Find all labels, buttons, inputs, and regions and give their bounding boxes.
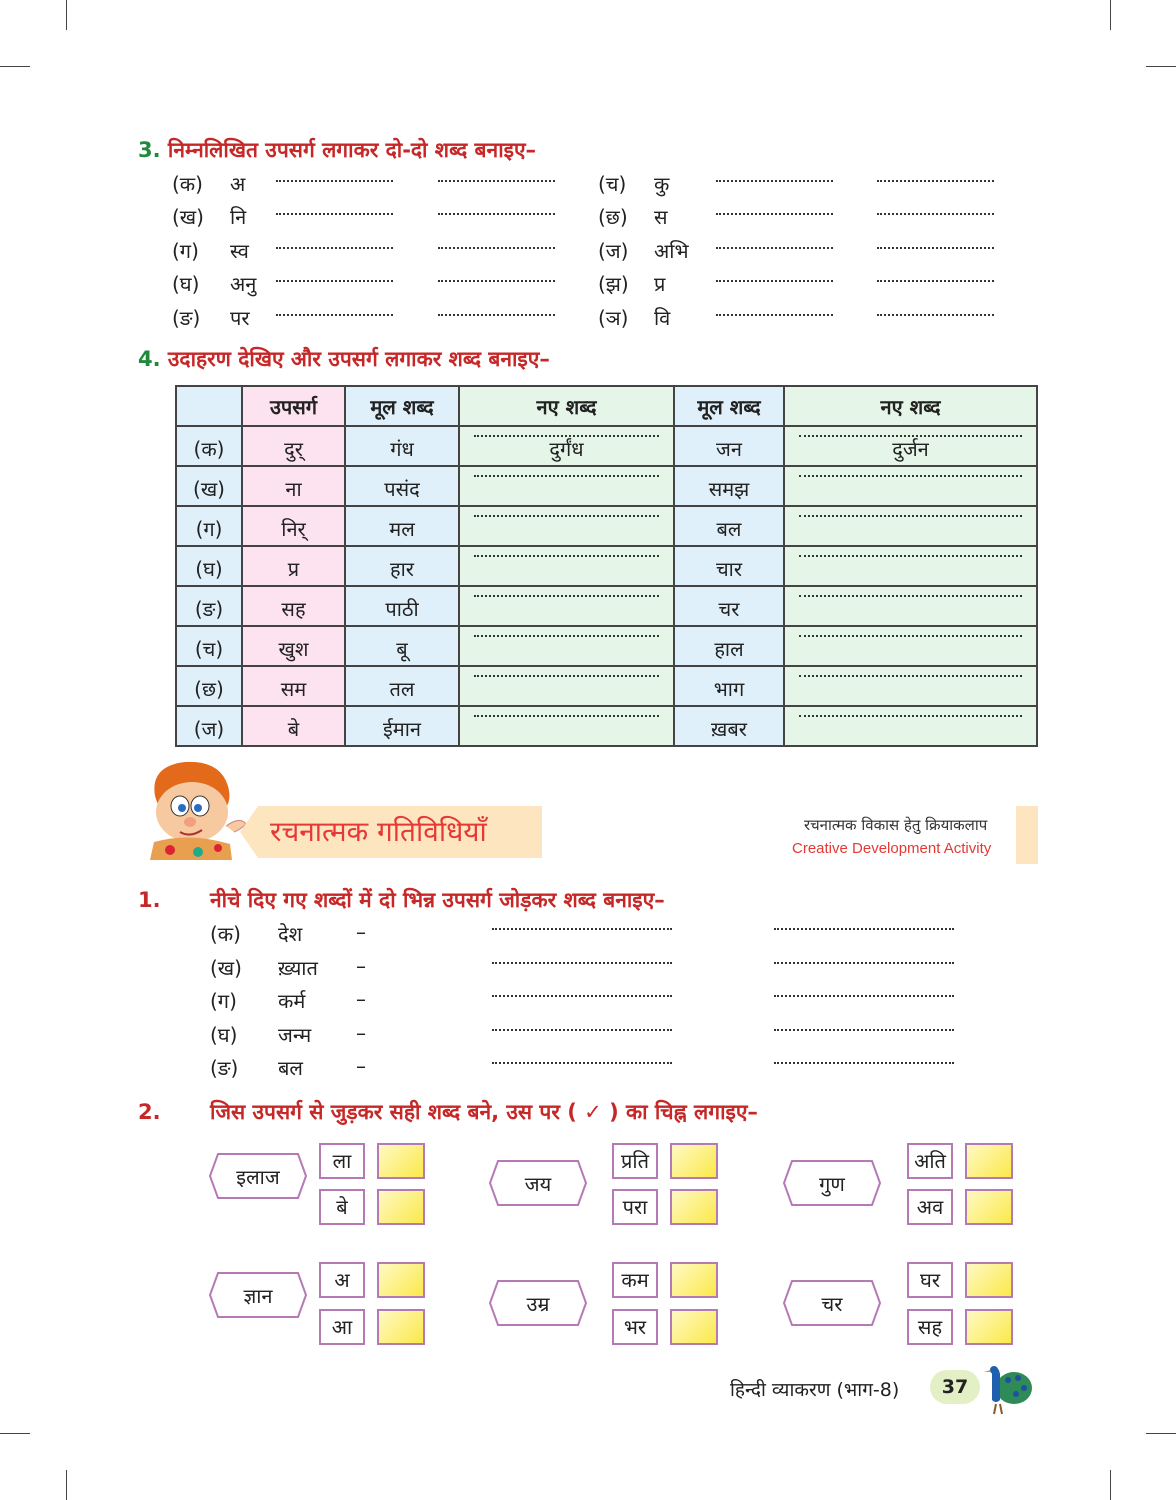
answer-blank[interactable]	[438, 280, 555, 282]
q3-item-prefix: कु	[654, 172, 670, 196]
header-new-2: नए शब्द	[784, 386, 1037, 426]
row-root-1-text: तल	[389, 676, 415, 701]
tick-box[interactable]	[670, 1309, 718, 1345]
q3-item-prefix: स्व	[230, 239, 249, 263]
answer-blank[interactable]	[877, 280, 994, 282]
row-new-word-1[interactable]	[459, 586, 674, 626]
row-root-1-text: पाठी	[385, 596, 419, 621]
row-prefix-text: प्र	[287, 556, 300, 581]
q3-item-label: (ग)	[172, 239, 199, 263]
q4-number: 4.	[138, 347, 161, 371]
q3-instruction: निम्नलिखित उपसर्ग लगाकर दो-दो शब्द बनाइए–	[167, 138, 537, 162]
table-row	[176, 466, 1037, 506]
row-prefix	[242, 506, 345, 546]
a1-item-dash: –	[356, 987, 366, 1011]
tick-box[interactable]	[965, 1262, 1013, 1298]
prefix-option: भर	[612, 1309, 658, 1345]
prefix-option: प्रति	[612, 1143, 658, 1179]
activity-banner-title: रचनात्मक गतिविधियाँ	[270, 815, 487, 848]
row-new-word-2[interactable]	[784, 546, 1037, 586]
answer-blank[interactable]	[774, 962, 954, 964]
a1-item-dash: –	[356, 954, 366, 978]
a1-number: 1.	[138, 888, 161, 912]
table-row	[176, 706, 1037, 746]
row-prefix	[242, 706, 345, 746]
row-label	[176, 626, 242, 666]
row-label	[176, 546, 242, 586]
prefix-option: घर	[907, 1262, 953, 1298]
row-root-2	[674, 626, 784, 666]
row-new-word-2[interactable]	[784, 506, 1037, 546]
row-root-2	[674, 666, 784, 706]
a1-item-label: (ङ)	[210, 1056, 239, 1080]
header-root-1: मूल शब्द	[345, 386, 459, 426]
table-row	[176, 506, 1037, 546]
q3-item-prefix: अ	[230, 172, 246, 196]
row-root-1-text: गंध	[390, 436, 414, 461]
row-root-1-text: बू	[396, 636, 408, 661]
answer-blank[interactable]	[799, 475, 1022, 477]
q3-item-label: (ञ)	[598, 306, 629, 330]
answer-blank[interactable]	[474, 675, 659, 677]
q3-item-label: (छ)	[598, 205, 628, 229]
a1-item-dash: –	[356, 1021, 366, 1045]
row-root-1-text: हार	[390, 556, 414, 581]
row-prefix-text: दुर्	[284, 436, 303, 461]
row-label	[176, 466, 242, 506]
row-prefix-text: बे	[287, 716, 300, 741]
row-new-word-2[interactable]	[784, 666, 1037, 706]
a1-item-word: देश	[278, 922, 303, 946]
answer-blank[interactable]	[716, 213, 833, 215]
row-root-2-text: समझ	[708, 476, 750, 501]
row-new-word-2[interactable]	[784, 586, 1037, 626]
answer-blank[interactable]	[438, 247, 555, 249]
row-prefix-text: सह	[281, 596, 306, 621]
tick-box[interactable]	[965, 1309, 1013, 1345]
row-root-2	[674, 466, 784, 506]
a1-item-dash: –	[356, 1054, 366, 1078]
row-root-1	[345, 666, 459, 706]
header-blank	[176, 386, 242, 426]
row-new-word-2[interactable]	[784, 426, 1037, 466]
row-label-text: (ङ)	[194, 596, 224, 621]
row-root-2-text: बल	[716, 516, 742, 541]
row-label	[176, 666, 242, 706]
answer-blank[interactable]	[877, 314, 994, 316]
crop-mark	[1110, 0, 1111, 30]
row-root-1	[345, 506, 459, 546]
q3-item-prefix: नि	[230, 205, 247, 229]
answer-blank[interactable]	[438, 213, 555, 215]
row-new-word-1[interactable]	[459, 466, 674, 506]
a1-item-dash: –	[356, 920, 366, 944]
answer-blank[interactable]	[492, 995, 672, 997]
a1-item-label: (क)	[210, 922, 241, 946]
answer-blank[interactable]	[276, 247, 393, 249]
row-new-word-1[interactable]	[459, 426, 674, 466]
prefix-option: परा	[612, 1189, 658, 1225]
answer-blank[interactable]	[276, 213, 393, 215]
row-prefix-text: सम	[280, 676, 307, 701]
row-prefix	[242, 466, 345, 506]
row-new-word-1-text: दुर्गंध	[549, 436, 584, 461]
row-root-2	[674, 706, 784, 746]
book-title: हिन्दी व्याकरण (भाग-8)	[730, 1379, 900, 1401]
answer-blank[interactable]	[276, 180, 393, 182]
answer-blank[interactable]	[774, 928, 954, 930]
tick-box[interactable]	[965, 1189, 1013, 1225]
activity-subtitle-hindi: रचनात्मक विकास हेतु क्रियाकलाप	[804, 816, 988, 834]
row-prefix-text: खुश	[278, 636, 309, 661]
answer-blank[interactable]	[438, 314, 555, 316]
prefix-option: ला	[319, 1143, 365, 1179]
crop-mark	[0, 1433, 30, 1434]
word-tag-label: ज्ञान	[243, 1284, 273, 1308]
row-new-word-1[interactable]	[459, 506, 674, 546]
answer-blank[interactable]	[276, 280, 393, 282]
row-root-2-text: जन	[716, 436, 742, 461]
header-root-2: मूल शब्द	[674, 386, 784, 426]
answer-blank[interactable]	[474, 515, 659, 517]
word-tag-label: उम्र	[526, 1292, 550, 1316]
answer-blank[interactable]	[877, 247, 994, 249]
a2-heading	[138, 1098, 758, 1126]
answer-blank[interactable]	[799, 715, 1022, 717]
word-tag-label: जय	[524, 1172, 552, 1196]
row-label-text: (क)	[193, 436, 225, 461]
crop-mark	[66, 1470, 67, 1500]
row-new-word-1[interactable]	[459, 626, 674, 666]
row-new-word-1[interactable]	[459, 666, 674, 706]
prefix-option: सह	[907, 1309, 953, 1345]
row-label	[176, 706, 242, 746]
a2-number: 2.	[138, 1100, 161, 1124]
tick-box[interactable]	[377, 1309, 425, 1345]
prefix-option: कम	[612, 1262, 658, 1298]
tick-box[interactable]	[965, 1143, 1013, 1179]
row-new-word-2[interactable]	[784, 466, 1037, 506]
a1-heading	[138, 886, 665, 914]
answer-blank[interactable]	[492, 1029, 672, 1031]
q4-instruction: उदाहरण देखिए और उपसर्ग लगाकर शब्द बनाइए–	[167, 347, 550, 371]
q3-item-prefix: अनु	[230, 272, 257, 296]
q3-item-label: (घ)	[172, 272, 200, 296]
row-root-1	[345, 626, 459, 666]
answer-blank[interactable]	[774, 1029, 954, 1031]
side-accent	[1016, 806, 1038, 864]
tick-box[interactable]	[670, 1262, 718, 1298]
q3-item-label: (क)	[172, 172, 203, 196]
row-label-text: (घ)	[195, 556, 223, 581]
page-number: 37	[930, 1370, 980, 1404]
prefix-option: अति	[907, 1143, 953, 1179]
table-row	[176, 586, 1037, 626]
header-new-1: नए शब्द	[459, 386, 674, 426]
answer-blank[interactable]	[474, 715, 659, 717]
crop-mark	[1146, 1433, 1176, 1434]
a2-instruction: जिस उपसर्ग से जुड़कर सही शब्द बने, उस पर ( ✓ ) का चिह्न लगाइए–	[210, 1100, 758, 1124]
prefix-option: आ	[319, 1309, 365, 1345]
row-root-1	[345, 466, 459, 506]
tick-box[interactable]	[377, 1262, 425, 1298]
peacock-icon	[978, 1360, 1034, 1416]
row-label-text: (छ)	[194, 676, 224, 701]
word-tag-label: गुण	[819, 1172, 845, 1196]
row-prefix	[242, 546, 345, 586]
row-root-1	[345, 426, 459, 466]
answer-blank[interactable]	[474, 555, 659, 557]
row-root-2	[674, 586, 784, 626]
row-root-1	[345, 706, 459, 746]
answer-blank[interactable]	[877, 180, 994, 182]
row-label	[176, 586, 242, 626]
table-header-row	[176, 386, 1037, 426]
answer-blank[interactable]	[799, 515, 1022, 517]
row-prefix	[242, 626, 345, 666]
q3-item-label: (झ)	[598, 272, 629, 296]
q4-heading	[138, 345, 550, 373]
answer-blank[interactable]	[774, 995, 954, 997]
row-label	[176, 426, 242, 466]
a1-item-word: जन्म	[278, 1023, 312, 1047]
crop-mark	[0, 66, 30, 67]
row-new-word-2[interactable]	[784, 626, 1037, 666]
boy-mascot-icon	[140, 756, 250, 860]
prefix-option: अव	[907, 1189, 953, 1225]
answer-blank[interactable]	[799, 675, 1022, 677]
row-prefix-text: निर्	[281, 516, 306, 541]
q3-item-label: (ज)	[598, 239, 629, 263]
row-label-text: (ख)	[193, 476, 225, 501]
answer-blank[interactable]	[492, 1062, 672, 1064]
row-prefix	[242, 586, 345, 626]
row-new-word-1[interactable]	[459, 546, 674, 586]
answer-blank[interactable]	[474, 475, 659, 477]
tick-box[interactable]	[377, 1189, 425, 1225]
row-label	[176, 506, 242, 546]
row-root-2-text: हाल	[714, 636, 744, 661]
prefix-table	[175, 385, 1038, 747]
row-root-2-text: चार	[715, 556, 743, 581]
q3-item-prefix: अभि	[654, 239, 689, 263]
row-label-text: (ग)	[195, 516, 223, 541]
answer-blank[interactable]	[438, 180, 555, 182]
table-row	[176, 666, 1037, 706]
row-prefix-text: ना	[285, 476, 302, 501]
row-new-word-1[interactable]	[459, 706, 674, 746]
q3-item-prefix: स	[654, 205, 668, 229]
activity-subtitle-english: Creative Development Activity	[792, 840, 992, 857]
row-root-1-text: ईमान	[382, 716, 422, 741]
q3-item-label: (च)	[598, 172, 627, 196]
row-root-2	[674, 546, 784, 586]
table-row	[176, 626, 1037, 666]
a1-item-word: कर्म	[278, 989, 306, 1013]
row-root-2	[674, 506, 784, 546]
tick-box[interactable]	[670, 1143, 718, 1179]
answer-blank[interactable]	[799, 595, 1022, 597]
prefix-option: अ	[319, 1262, 365, 1298]
table-row	[176, 546, 1037, 586]
row-new-word-2-text: दुर्जन	[892, 436, 929, 461]
q3-heading	[138, 136, 536, 164]
q3-item-prefix: पर	[230, 306, 250, 330]
a1-item-label: (घ)	[210, 1023, 238, 1047]
tick-box[interactable]	[670, 1189, 718, 1225]
row-root-2	[674, 426, 784, 466]
answer-blank[interactable]	[716, 247, 833, 249]
q3-item-label: (ङ)	[172, 306, 201, 330]
answer-blank[interactable]	[877, 213, 994, 215]
row-root-2-text: भाग	[713, 676, 745, 701]
answer-blank[interactable]	[716, 180, 833, 182]
prefix-option: बे	[319, 1189, 365, 1225]
answer-blank[interactable]	[716, 314, 833, 316]
answer-blank[interactable]	[474, 595, 659, 597]
table-row	[176, 426, 1037, 466]
row-prefix	[242, 666, 345, 706]
a1-item-word: बल	[278, 1056, 303, 1080]
a1-item-label: (ग)	[210, 989, 237, 1013]
answer-blank[interactable]	[716, 280, 833, 282]
row-new-word-2[interactable]	[784, 706, 1037, 746]
word-tag-label: इलाज	[236, 1165, 280, 1189]
word-tag-label: चर	[821, 1292, 843, 1316]
row-label-text: (ज)	[193, 716, 225, 741]
q3-number: 3.	[138, 138, 161, 162]
a1-item-word: ख़्यात	[278, 956, 318, 980]
answer-blank[interactable]	[492, 962, 672, 964]
q3-item-prefix: वि	[654, 306, 671, 330]
answer-blank[interactable]	[474, 635, 659, 637]
row-root-2-text: चर	[718, 596, 740, 621]
answer-blank[interactable]	[799, 555, 1022, 557]
crop-mark	[1146, 66, 1176, 67]
crop-mark	[1110, 1470, 1111, 1500]
a1-instruction: नीचे दिए गए शब्दों में दो भिन्न उपसर्ग जोड़कर शब्द बनाइए–	[210, 888, 665, 912]
q3-item-label: (ख)	[172, 205, 204, 229]
header-prefix: उपसर्ग	[242, 386, 345, 426]
row-root-1	[345, 586, 459, 626]
tick-box[interactable]	[377, 1143, 425, 1179]
a1-item-label: (ख)	[210, 956, 242, 980]
q3-item-prefix: प्र	[654, 272, 666, 296]
row-label-text: (च)	[194, 636, 224, 661]
row-root-1	[345, 546, 459, 586]
row-prefix	[242, 426, 345, 466]
crop-mark	[66, 0, 67, 30]
row-root-1-text: मल	[389, 516, 415, 541]
row-root-1-text: पसंद	[384, 476, 420, 501]
answer-blank[interactable]	[276, 314, 393, 316]
answer-blank[interactable]	[799, 635, 1022, 637]
row-root-2-text: ख़बर	[711, 716, 747, 741]
answer-blank[interactable]	[492, 928, 672, 930]
answer-blank[interactable]	[774, 1062, 954, 1064]
